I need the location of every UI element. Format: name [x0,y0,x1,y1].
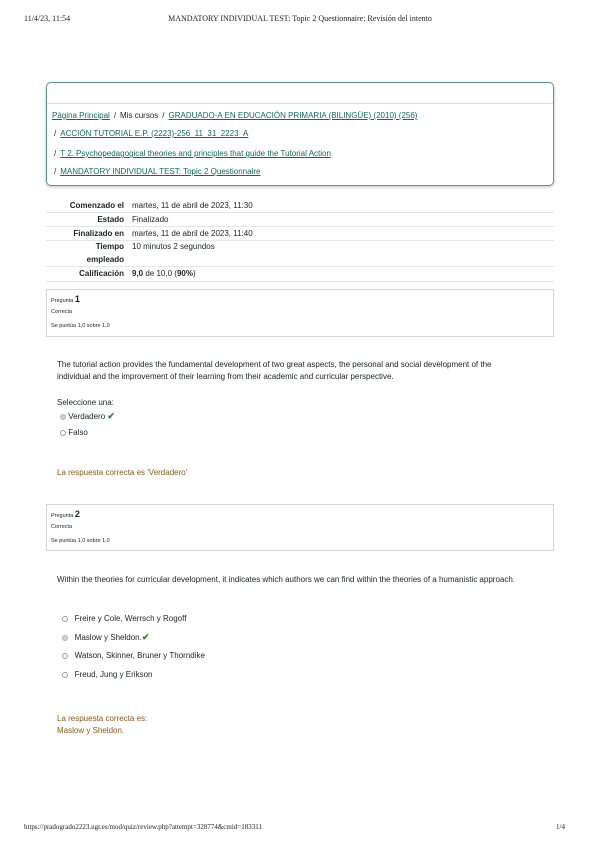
radio-icon[interactable] [62,672,68,678]
question-1-feedback: La respuesta correcta es 'Verdadero' [57,468,188,477]
breadcrumb-quiz-link[interactable]: MANDATORY INDIVIDUAL TEST: Topic 2 Questionnaire [60,167,261,176]
grade-percent: 90% [176,269,193,278]
breadcrumb [52,111,417,120]
summary-started-label: Comenzado el [69,201,124,210]
print-footer-url: https://pradogrado2223.ugr.es/mod/quiz/review.php?attempt=328774&cmid=183311 [24,823,262,831]
check-icon: ✔ [141,632,150,642]
question-1-text: The tutorial action provides the fundamental development of two great aspects, the personal and social development of the individual and the improvement of their learning from their academic and curricular perspective. [57,360,492,381]
summary-started-value: martes, 11 de abril de 2023, 11:30 [132,201,253,210]
question-2-pregunta-label: Pregunta [51,513,74,519]
summary-time-value: 10 minutos 2 segundos [132,242,215,251]
breadcrumb-course-link[interactable]: ACCIÓN TUTORIAL E.P. (2223)-256_11_31_2223_A [60,129,249,138]
question-2-option-1[interactable] [62,614,186,623]
breadcrumb-card-topbar [47,83,553,104]
summary-grade-value [132,268,196,279]
question-1-status: Correcta [51,309,73,315]
summary-row-divider [46,266,554,267]
question-2-score: Se puntúa 1,0 sobre 1,0 [51,538,110,544]
question-1-score: Se puntúa 1,0 sobre 1,0 [51,323,110,329]
breadcrumb-separator: / [54,129,57,138]
check-icon: ✔ [107,411,115,421]
summary-finished-value: martes, 11 de abril de 2023, 11:40 [132,229,253,238]
breadcrumb-separator: / [54,149,57,158]
option-label: Watson, Skinner, Bruner y Thorndike [74,651,205,660]
breadcrumb-line-topic [52,149,331,158]
print-page-title: MANDATORY INDIVIDUAL TEST: Topic 2 Questionnaire: Revisión del intento [168,14,432,23]
question-2-feedback-line-1: La respuesta correcta es: [57,714,148,723]
question-2-info [46,504,554,551]
summary-time-label-1: Tiempo [95,242,124,251]
radio-icon[interactable] [62,616,68,622]
grade-close: ) [192,269,196,278]
summary-row-divider [46,212,554,213]
question-1-pregunta-label: Pregunta [51,298,74,304]
question-2-number [51,509,80,519]
question-2-text: Within the theories for curricular development, it indicates which authors we can find within the theories of a humanistic approach. [57,575,516,584]
grade-rest: de 10,0 ( [143,269,177,278]
question-1-prompt: Seleccione una: [57,398,114,407]
radio-selected-icon[interactable] [60,414,66,420]
option-label: Freud, Jung y Erikson [74,670,153,679]
question-2-option-3[interactable] [62,651,205,660]
question-2-option-4[interactable] [62,670,152,679]
question-2-number-value: 2 [74,509,80,519]
summary-time-label-2: empleado [86,255,124,264]
breadcrumb-line-course [52,129,248,138]
summary-state-label: Estado [97,215,124,224]
print-footer-page: 1/4 [556,823,565,831]
summary-row-divider [46,281,554,282]
breadcrumb-line-quiz [52,167,260,176]
breadcrumb-topic-link[interactable]: T 2. Psychopedagogical theories and principles that guide the Tutorial Action [60,149,331,158]
radio-selected-icon[interactable] [62,635,68,641]
question-1-info [46,289,554,337]
breadcrumb-separator: / [162,111,165,120]
question-1-option-falso[interactable] [60,428,88,437]
grade-score: 9,0 [132,269,144,278]
summary-grade-label: Calificación [79,269,124,278]
print-datetime: 11/4/23, 11:54 [24,14,71,23]
option-label: Freire y Cole, Werrsch y Rogoff [74,614,187,623]
radio-icon[interactable] [60,430,66,436]
summary-row-divider [46,226,554,227]
question-1-number [51,294,80,304]
option-label: Maslow y Sheldon. [74,633,142,642]
question-2-feedback-line-2: Maslow y Sheldon. [57,726,125,735]
question-1-number-value: 1 [74,294,80,304]
radio-icon[interactable] [62,653,68,659]
breadcrumb-home-link[interactable]: Página Principal [52,111,110,120]
breadcrumb-my-courses: Mis cursos [120,111,159,120]
question-2-status: Correcta [51,524,73,530]
option-label: Verdadero [68,412,106,421]
summary-state-value: Finalizado [132,215,169,224]
breadcrumb-separator: / [54,167,57,176]
breadcrumb-separator: / [113,111,117,120]
breadcrumb-degree-link[interactable]: GRADUADO-A EN EDUCACIÓN PRIMARIA (BILINGÜE) (2010) (256) [168,111,418,120]
question-1-option-verdadero[interactable] [60,411,115,422]
option-label: Falso [68,428,88,437]
summary-finished-label: Finalizado en [73,229,124,238]
question-2-option-2[interactable] [62,632,149,643]
